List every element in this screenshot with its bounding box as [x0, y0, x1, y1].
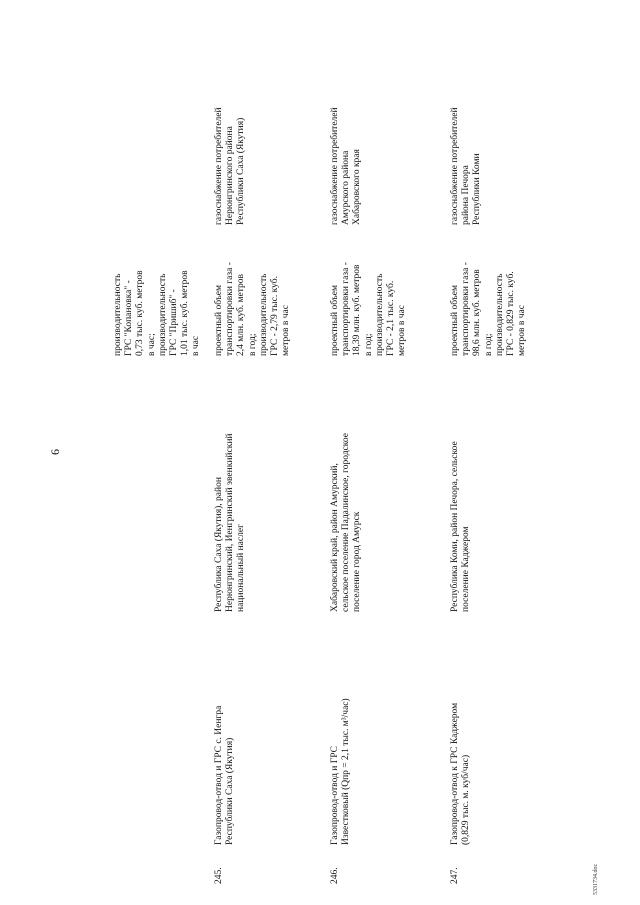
text-line: производительность — [258, 273, 269, 356]
text-line: 18,39 млн. куб. метров — [352, 264, 363, 356]
text-line: газоснабжение потребителей — [450, 107, 460, 225]
text-line: ГРС "Пришиб" - — [169, 289, 180, 356]
text-line: производительность — [494, 273, 505, 356]
text-line: проектный объем — [330, 285, 340, 356]
text-line: транспортировки газа - — [341, 262, 352, 356]
continuation-text — [113, 270, 203, 356]
location-cell — [330, 433, 364, 612]
text-line: района Печора — [461, 165, 472, 225]
object-cell — [330, 698, 352, 845]
text-line: газоснабжение потребителей — [214, 107, 224, 225]
text-line: поселение город Амурск — [352, 511, 363, 612]
text-line: ГРС - 2,79 тыс. куб. — [270, 276, 281, 356]
text-line: Республики Коми — [472, 153, 483, 225]
text-line: метров в час — [517, 305, 528, 356]
text-line: проектный объем — [214, 285, 224, 356]
text-line: производительность — [374, 273, 385, 356]
text-line: в год; — [247, 333, 258, 356]
text-line: 2,4 млн. куб. метров — [236, 273, 247, 356]
characteristics-cell — [330, 262, 408, 356]
text-line: ГРС "Копановка" - — [124, 280, 135, 356]
text-line: ГРС - 0,829 тыс. куб. — [506, 271, 517, 356]
row-number — [450, 867, 461, 884]
row-number — [214, 867, 225, 884]
footer-filename: 5331734.doc — [593, 863, 599, 895]
text-line: поселение Каджером — [461, 526, 472, 612]
text-line: ГРС - 2,1 тыс. куб. — [386, 280, 397, 356]
text-line: Газопровод-отвод и ГРС — [330, 746, 340, 845]
text-line: 1,01 тыс. куб. метров — [180, 270, 191, 356]
text-line: в час; — [146, 333, 157, 356]
object-cell — [450, 703, 472, 845]
location-cell — [450, 441, 472, 612]
text-line: газоснабжение потребителей — [330, 107, 340, 225]
text-line: в час — [191, 335, 202, 356]
text-line: Хабаровского края — [352, 149, 363, 225]
text-line: в год; — [363, 333, 374, 356]
page-number: 6 — [48, 449, 62, 455]
text-line: 98,6 млн. куб. метров — [472, 269, 483, 356]
row-number-text: 246. — [330, 867, 340, 884]
purpose-cell — [450, 107, 484, 225]
text-line: Республика Коми, район Печора, сельское — [450, 441, 460, 612]
purpose-cell — [214, 107, 248, 225]
text-line: Газопровод-отвод к ГРС Каджером — [450, 702, 460, 845]
text-line: в год; — [483, 333, 494, 356]
text-line: Хабаровский край, район Амурский, — [330, 463, 340, 612]
text-line: 0,73 тыс. куб. метров — [135, 270, 146, 356]
text-line: транспортировки газа - — [225, 262, 236, 356]
row-number — [330, 867, 341, 884]
text-line: Амурского района — [341, 150, 352, 225]
text-line: Известковый (Qпр = 2,1 тыс. м³/час) — [341, 698, 352, 845]
text-line: метров в час — [397, 305, 408, 356]
location-cell — [214, 433, 248, 612]
text-line: проектный объем — [450, 285, 460, 356]
text-line: Республика Саха (Якутия), район — [214, 477, 224, 612]
purpose-cell — [330, 107, 364, 225]
characteristics-cell — [450, 262, 528, 356]
text-line: Республики Саха (Якутия) — [225, 737, 236, 845]
text-line: Республики Саха (Якутия) — [236, 117, 247, 225]
text-line: Газопровод-отвод и ГРС с. Иенгра — [214, 705, 224, 845]
row-number-text: 247. — [450, 867, 460, 884]
text-line: метров в час — [281, 305, 292, 356]
text-line: сельское поселение Падалинское, городское — [341, 433, 352, 612]
characteristics-cell — [214, 262, 292, 356]
text-line: национальный наслег — [236, 524, 247, 612]
object-cell — [214, 706, 236, 845]
text-line: Нерюнгринский, Иенгринский эвенкийский — [225, 433, 236, 612]
text-line: Нерюнгринского района — [225, 126, 236, 225]
text-line: производительность — [157, 273, 168, 356]
row-number-text: 245. — [214, 867, 224, 884]
text-line: транспортировки газа - — [461, 262, 472, 356]
text-line: производительность — [113, 273, 123, 356]
text-line: (0,829 тыс. м. куб/час) — [461, 754, 472, 845]
